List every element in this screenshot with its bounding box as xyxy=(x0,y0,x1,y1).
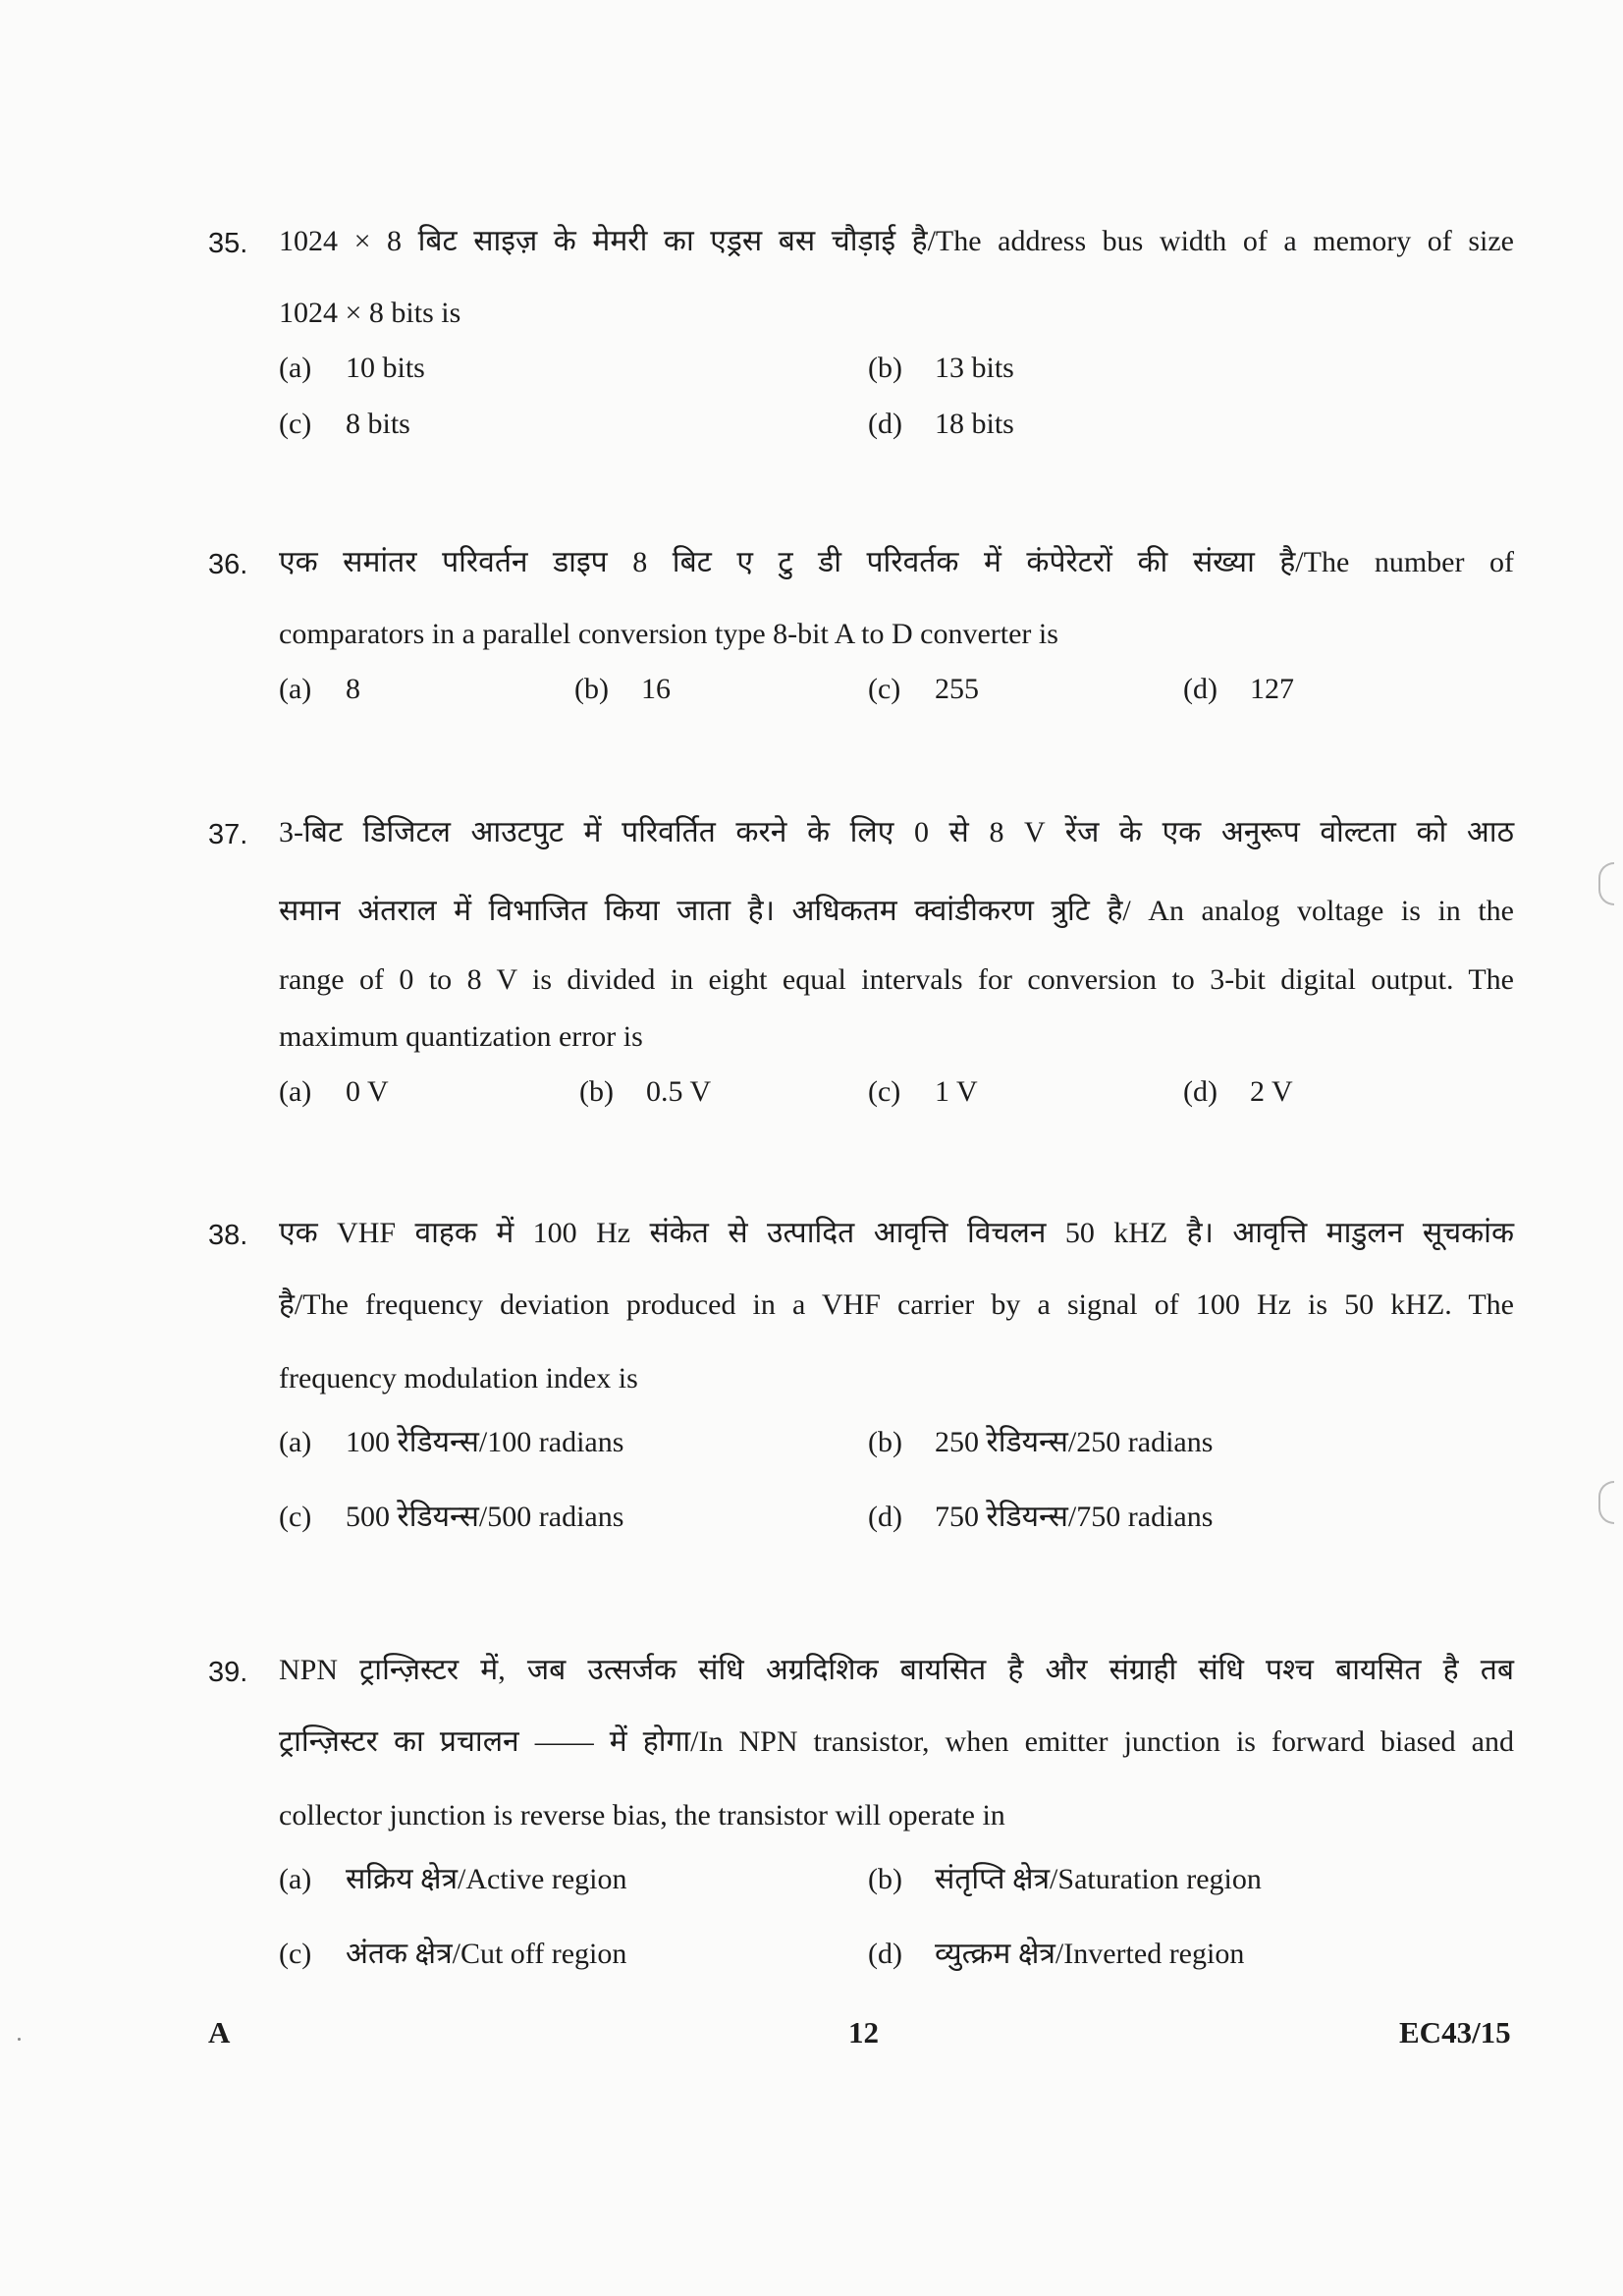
option-d: (d) 127 xyxy=(1183,673,1294,705)
question-line: collector junction is reverse bias, the transistor will operate in xyxy=(279,1799,1005,1831)
option-a: (a) 8 xyxy=(279,673,360,705)
option-c: (c) अंतक क्षेत्र/Cut off region xyxy=(279,1938,627,1970)
question-line: comparators in a parallel conversion type 8-bit A to D converter is xyxy=(279,618,1058,650)
option-c: (c) 255 xyxy=(868,673,979,705)
option-a: (a) सक्रिय क्षेत्र/Active region xyxy=(279,1863,627,1895)
option-b: (b) 16 xyxy=(574,673,671,705)
question-number: 37. xyxy=(208,819,248,850)
option-b: (b) 13 bits xyxy=(868,352,1014,384)
question-line: 1024 × 8 बिट साइज़ के मेमरी का एड्रस बस चौड़ाई है/The address bus width of a memory of size xyxy=(279,225,1514,257)
punch-hole-mark xyxy=(1598,862,1614,905)
question-line: maximum quantization error is xyxy=(279,1020,643,1053)
question-line: है/The frequency deviation produced in a VHF carrier by a signal of 100 Hz is 50 kHZ. The xyxy=(279,1288,1514,1321)
question-line: range of 0 to 8 V is divided in eight equal intervals for conversion to 3-bit digital output. The xyxy=(279,963,1514,996)
scan-speck xyxy=(18,2038,21,2041)
question-number: 36. xyxy=(208,549,248,580)
question-line: 3-बिट डिजिटल आउटपुट में परिवर्तित करने के लिए 0 से 8 V रेंज के एक अनुरूप वोल्टता को आठ xyxy=(279,816,1514,848)
question-number: 39. xyxy=(208,1657,248,1688)
option-b: (b) 250 रेडियन्स/250 radians xyxy=(868,1426,1214,1458)
question-line: एक VHF वाहक में 100 Hz संकेत से उत्पादित आवृत्ति विचलन 50 kHZ है। आवृत्ति माडुलन सूचकांक xyxy=(279,1217,1514,1249)
footer-exam-code: EC43/15 xyxy=(1399,2015,1511,2050)
question-line: frequency modulation index is xyxy=(279,1362,638,1394)
question-line: ट्रान्ज़िस्टर का प्रचालन —— में होगा/In NPN transistor, when emitter junction is forward biased and xyxy=(279,1725,1514,1758)
option-b: (b) 0.5 V xyxy=(579,1075,712,1108)
punch-hole-mark xyxy=(1598,1481,1614,1524)
option-a: (a) 10 bits xyxy=(279,352,425,384)
option-d: (d) 2 V xyxy=(1183,1075,1293,1108)
question-line: 1024 × 8 bits is xyxy=(279,297,461,329)
option-a: (a) 0 V xyxy=(279,1075,389,1108)
question-line: एक समांतर परिवर्तन डाइप 8 बिट ए टु डी परिवर्तक में कंपेरेटरों की संख्या है/The number of xyxy=(279,546,1514,578)
footer-set: A xyxy=(208,2015,231,2050)
question-line: NPN ट्रान्ज़िस्टर में, जब उत्सर्जक संधि अग्रदिशिक बायसित है और संग्राही संधि पश्च बायसित है तब xyxy=(279,1654,1514,1686)
option-d: (d) 750 रेडियन्स/750 radians xyxy=(868,1501,1214,1533)
option-c: (c) 1 V xyxy=(868,1075,978,1108)
question-number: 35. xyxy=(208,228,248,259)
option-d: (d) 18 bits xyxy=(868,408,1014,440)
option-b: (b) संतृप्ति क्षेत्र/Saturation region xyxy=(868,1863,1262,1895)
option-c: (c) 500 रेडियन्स/500 radians xyxy=(279,1501,624,1533)
option-c: (c) 8 bits xyxy=(279,408,410,440)
footer-page-number: 12 xyxy=(848,2015,879,2050)
question-number: 38. xyxy=(208,1220,248,1251)
question-line: समान अंतराल में विभाजित किया जाता है। अधिकतम क्वांडीकरण त्रुटि है/ An analog voltage is in the xyxy=(279,895,1514,927)
option-a: (a) 100 रेडियन्स/100 radians xyxy=(279,1426,624,1458)
option-d: (d) व्युत्क्रम क्षेत्र/Inverted region xyxy=(868,1938,1245,1970)
